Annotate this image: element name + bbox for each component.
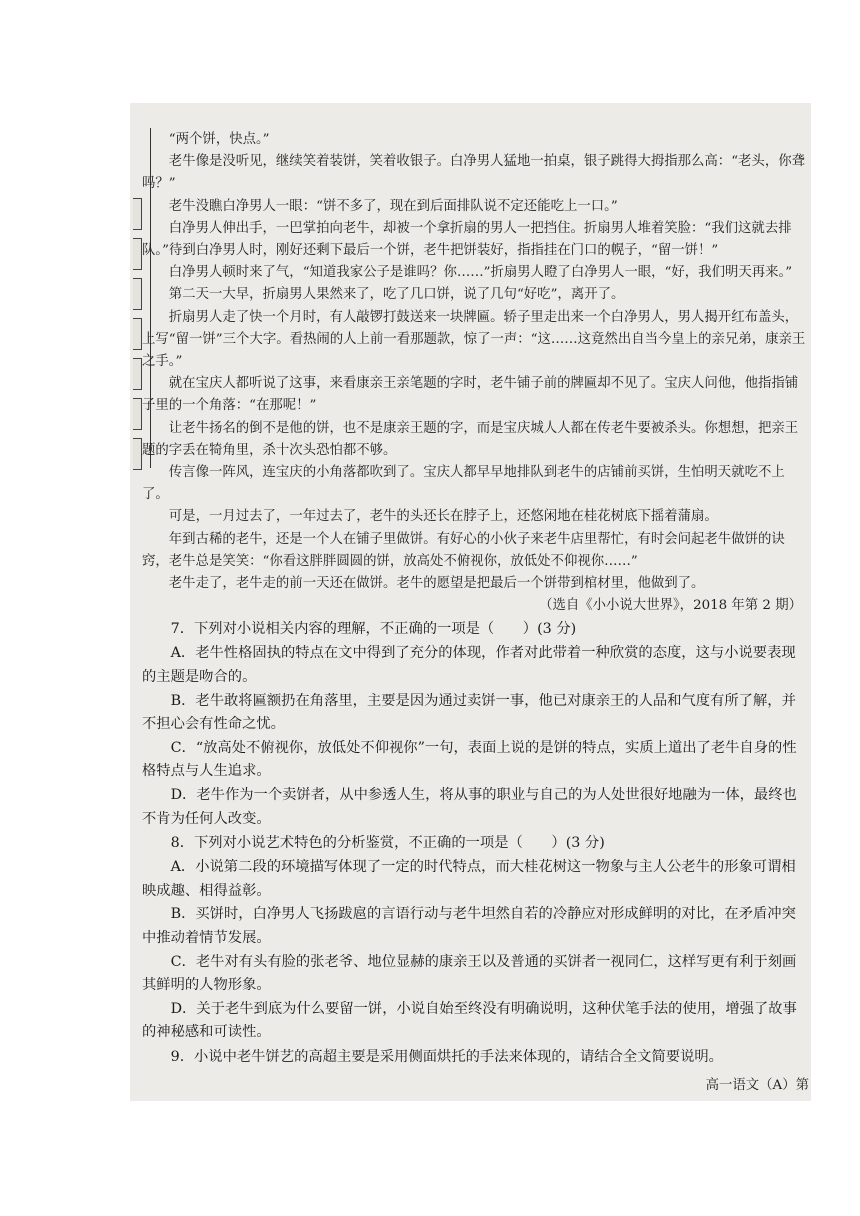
story-paragraph: 让老牛扬名的倒不是他的饼，也不是康亲王题的字，而是宝庆城人人都在传老牛要被杀头。你想想，把亲王题的字丢在犄角里，杀十次头恐怕都不够。 bbox=[142, 420, 799, 458]
story-paragraph: “两个饼，快点。” bbox=[168, 132, 270, 147]
exam-page bbox=[130, 103, 811, 1101]
question-option: D．老牛作为一个卖饼者，从中参透人生，将从事的职业与自己的为人处世很好地融为一体，最终也不肯为任何人改变。 bbox=[142, 787, 797, 827]
question-option: A．小说第二段的环境描写体现了一定的时代特点，而大桂花树这一物象与主人公老牛的形象可谓相映成趣、相得益彰。 bbox=[142, 859, 796, 899]
story-paragraph: 可是，一月过去了，一年过去了，老牛的头还长在脖子上，还悠闲地在桂花树底下摇着蒲扇。 bbox=[168, 509, 718, 525]
story-paragraph: 老牛走了，老牛走的前一天还在做饼。老牛的愿望是把最后一个饼带到棺材里，他做到了。 bbox=[168, 576, 705, 592]
question-stem: 8．下列对小说艺术特色的分析鉴赏，不正确的一项是（ ）(3 分) bbox=[170, 835, 605, 852]
question-option: B．老牛敢将匾额扔在角落里，主要是因为通过卖饼一事，他已对康亲王的人品和气度有所了解，并不担心会有性命之忧。 bbox=[142, 692, 796, 733]
story-paragraph: 老牛像是没听见，继续笑着装饼，笑着收银子。白净男人猛地一拍桌，银子跳得大拇指那么高：“老头，你聋吗？” bbox=[142, 154, 805, 192]
question-option: B．买饼时，白净男人飞扬跋扈的言语行动与老牛坦然自若的冷静应对形成鲜明的对比，在矛盾冲突中推动着情节发展。 bbox=[142, 906, 796, 946]
story-paragraph: 传言像一阵风，连宝庆的小角落都吹到了。宝庆人都早早地排队到老牛的店铺前买饼，生怕明天就吃不上了。 bbox=[142, 465, 785, 503]
margin-box bbox=[133, 278, 142, 310]
margin-box bbox=[133, 318, 142, 350]
question-list bbox=[142, 617, 806, 1070]
page-content bbox=[142, 129, 806, 1070]
story-paragraph: 白净男人顿时来了气，“知道我家公子是谁吗？你……”折扇男人瞪了白净男人一眼，“好，我们明天再来。” bbox=[168, 265, 793, 281]
question-option: C．“放高处不俯视你，放低处不仰视你”一句，表面上说的是饼的特点，实质上道出了老牛自身的性格特点与人生追求。 bbox=[142, 739, 797, 780]
story-source: （选自《小小说大世界》，2018 年第 2 期） bbox=[539, 598, 802, 614]
story-paragraph: 第二天一大早，折扇男人果然来了，吃了几口饼，说了几句“好吃”，离开了。 bbox=[168, 287, 625, 303]
question-stem: 7．下列对小说相关内容的理解，不正确的一项是（ ）(3 分) bbox=[170, 621, 577, 638]
margin-box bbox=[133, 398, 142, 430]
question-option: A．老牛性格固执的特点在文中得到了充分的体现，作者对此带着一种欣赏的态度，这与小说要表现的主题是吻合的。 bbox=[142, 645, 796, 686]
question-stem: 9．小说中老牛饼艺的高超主要是采用侧面烘托的手法来体现的，请结合全文简要说明。 bbox=[170, 1048, 723, 1065]
margin-box bbox=[133, 198, 142, 230]
question-option: D．关于老牛到底为什么要留一饼，小说自始至终没有明确说明，这种伏笔手法的使用，增强了故事的神秘感和可读性。 bbox=[142, 1000, 797, 1041]
story-paragraph: 年到古稀的老牛，还是一个人在铺子里做饼。有好心的小伙子来老牛店里帮忙，有时会问起老牛做饼的诀窍，老牛总是笑笑：“你看这胖胖圆圆的饼，放高处不俯视你，放低处不仰视你……” bbox=[142, 531, 785, 569]
margin-box bbox=[133, 238, 142, 270]
margin-box bbox=[133, 358, 142, 390]
question-option: C．老牛对有头有脸的张老爷、地位显赫的康亲王以及普通的买饼者一视同仁，这样写更有利于刻画其鲜明的人物形象。 bbox=[142, 953, 797, 994]
page-footer: 高一语文（A）第 bbox=[705, 1078, 809, 1093]
story-paragraph: 老牛没瞧白净男人一眼：“饼不多了，现在到后面排队说不定还能吃上一口。” bbox=[168, 198, 618, 214]
story-paragraph: 白净男人伸出手，一巴掌拍向老牛，却被一个拿折扇的男人一把挡住。折扇男人堆着笑脸：“我们这就去排队。”待到白净男人时，刚好还剩下最后一个饼，老牛把饼装好，指指挂在门口的幌子，“留一饼！” bbox=[142, 220, 792, 259]
story-paragraph: 折扇男人走了快一个月时，有人敲锣打鼓送来一块牌匾。轿子里走出来一个白净男人，男人揭开红布盖头，上写“留一饼”三个大字。看热闹的人上前一看那题款，惊了一声：“这……这竟然出自当今皇上的亲兄弟，康亲王之手。” bbox=[142, 309, 806, 370]
margin-box bbox=[133, 438, 142, 470]
story-paragraph: 就在宝庆人都听说了这事，来看康亲王亲笔题的字时，老牛铺子前的牌匾却不见了。宝庆人问他，他指指铺子里的一个角落：“在那呢！” bbox=[142, 376, 799, 414]
story-text bbox=[142, 129, 806, 595]
